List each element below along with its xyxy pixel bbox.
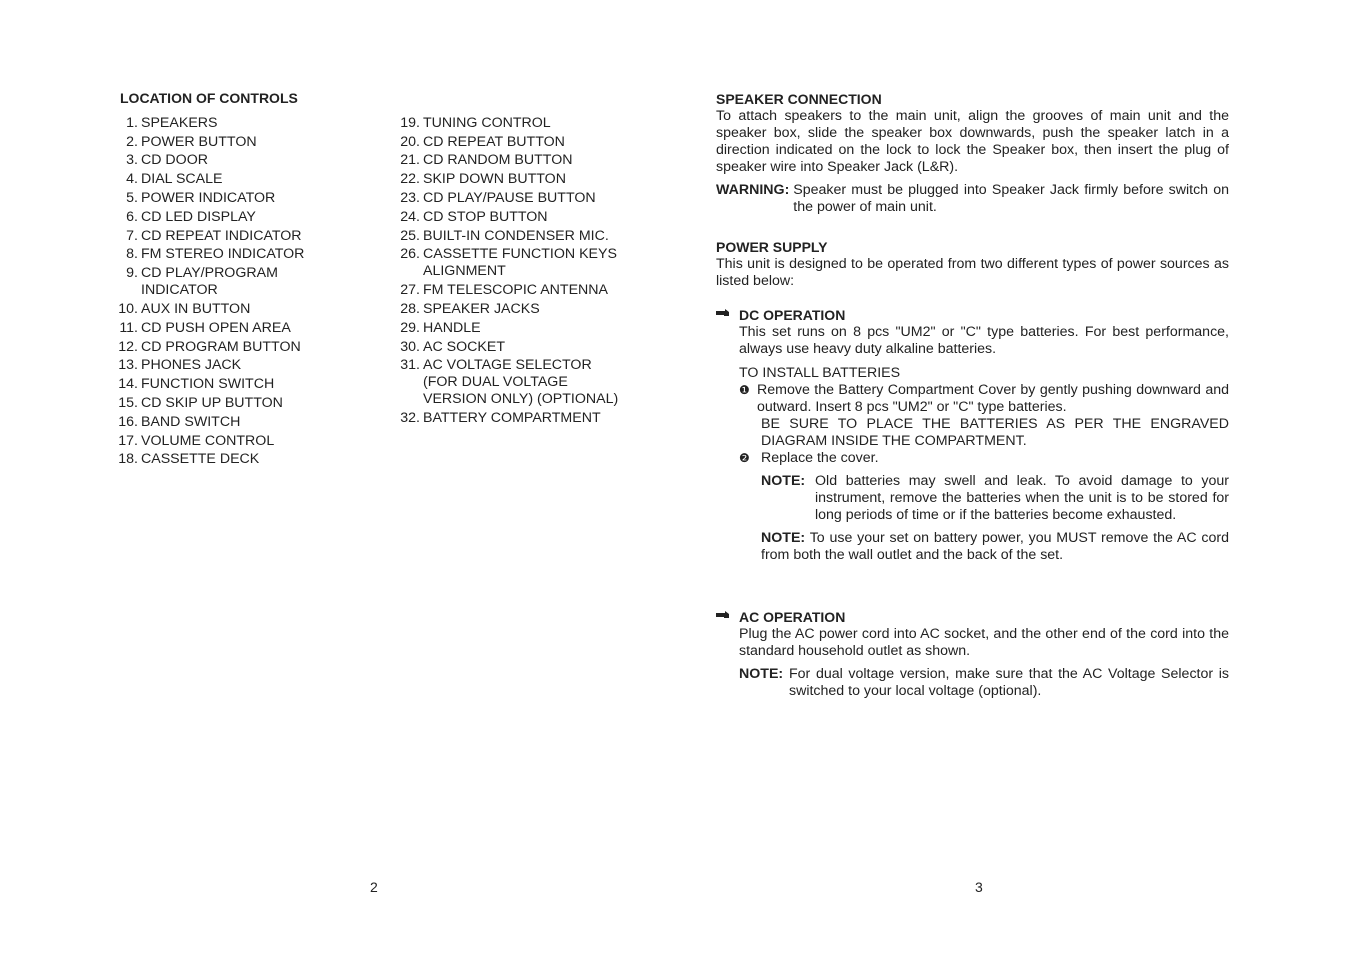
step-1-caps: BE SURE TO PLACE THE BATTERIES AS PER THE ENGRAVED DIAGRAM INSIDE THE COMPARTMENT.	[761, 416, 1229, 449]
dc-pointing-hand-icon	[716, 307, 731, 324]
control-item-number: 2.	[126, 133, 138, 150]
control-item	[118, 134, 358, 151]
control-item-label: CD PLAY/PROGRAM INDICATOR	[141, 265, 278, 299]
control-item-number: 12.	[118, 338, 138, 355]
control-item-number: 11.	[119, 319, 138, 336]
control-item-label: FUNCTION SWITCH	[141, 376, 275, 393]
control-item	[400, 134, 640, 151]
control-item	[118, 115, 358, 132]
control-item-label: DIAL SCALE	[141, 171, 223, 188]
control-item-label: CD PLAY/PAUSE BUTTON	[423, 189, 596, 206]
control-item-label: VOLUME CONTROL	[141, 432, 275, 449]
control-item-label: CASSETTE FUNCTION KEYS ALIGNMENT	[423, 246, 617, 280]
control-item	[400, 209, 640, 226]
dc-operation-heading: DC OPERATION	[739, 307, 846, 323]
control-item-label: CD SKIP UP BUTTON	[141, 394, 283, 411]
control-item-label: CD PUSH OPEN AREA	[141, 319, 291, 336]
control-item-number: 17.	[118, 432, 138, 449]
control-item	[118, 246, 358, 263]
control-item-label: CD REPEAT INDICATOR	[141, 227, 302, 244]
control-item-label: BAND SWITCH	[141, 413, 241, 430]
note-2-label: NOTE:	[761, 530, 806, 546]
control-item	[400, 320, 640, 337]
control-item	[400, 410, 640, 427]
note-1-text: Old batteries may swell and leak. To avoid damage to your instrument, remove the batteries when the unit is to be stored for long periods of time or if the batteries become exhausted.	[815, 473, 1229, 523]
control-item	[118, 357, 358, 374]
step-2-text: Replace the cover.	[761, 450, 879, 466]
control-item-label: BUILT-IN CONDENSER MIC.	[423, 227, 609, 244]
control-item-number: 10.	[118, 300, 138, 317]
power-supply-heading: POWER SUPPLY	[716, 239, 828, 255]
control-item	[400, 115, 640, 132]
control-item-label: CD REPEAT BUTTON	[423, 133, 565, 150]
control-item-label: SPEAKERS	[141, 114, 218, 131]
control-item	[400, 282, 640, 299]
note-1	[761, 473, 1229, 524]
control-item-label: POWER BUTTON	[141, 133, 257, 150]
control-item-label: FM TELESCOPIC ANTENNA	[423, 282, 608, 299]
control-item-label: CD STOP BUTTON	[423, 208, 548, 225]
control-item-number: 25.	[400, 227, 420, 244]
control-item-number: 14.	[118, 376, 138, 393]
control-item	[118, 209, 358, 226]
ac-operation-heading: AC OPERATION	[739, 609, 846, 625]
step-2-marker: ❷	[739, 451, 750, 465]
note-1-label: NOTE:	[761, 473, 806, 489]
control-item-label: CASSETTE DECK	[141, 451, 260, 468]
page-number-right: 3	[975, 879, 983, 895]
control-item-label: TUNING CONTROL	[423, 114, 551, 131]
control-item	[400, 301, 640, 318]
note-3-label: NOTE:	[739, 666, 784, 682]
control-item	[118, 265, 358, 299]
control-item-label: CD RANDOM BUTTON	[423, 152, 573, 169]
control-item-number: 5.	[126, 189, 138, 206]
control-item	[118, 414, 358, 431]
control-item	[118, 433, 358, 450]
note-2	[761, 530, 1229, 564]
control-item-number: 15.	[118, 394, 138, 411]
control-item	[118, 451, 358, 468]
control-item-number: 8.	[126, 246, 138, 263]
step-1	[739, 382, 1229, 416]
control-item-label: SKIP DOWN BUTTON	[423, 171, 566, 188]
control-item-number: 21.	[400, 152, 420, 169]
power-supply-text: This unit is designed to be operated from two different types of power sources as listed below:	[716, 256, 1229, 289]
control-item-label: AUX IN BUTTON	[141, 300, 251, 317]
control-item	[118, 395, 358, 412]
step-1-marker: ❶	[739, 383, 750, 397]
warning-text-content: Speaker must be plugged into Speaker Jack firmly before switch on the power of main unit.	[793, 182, 1229, 215]
control-item-number: 22.	[400, 171, 420, 188]
controls-list-col1	[118, 113, 358, 468]
control-item-number: 7.	[126, 227, 138, 244]
control-item	[400, 246, 640, 280]
control-item-number: 24.	[400, 208, 420, 225]
control-item	[118, 339, 358, 356]
control-item	[118, 171, 358, 188]
control-item-label: SPEAKER JACKS	[423, 300, 540, 317]
control-item-number: 3.	[126, 152, 138, 169]
control-item-label: CD DOOR	[141, 152, 208, 169]
control-item-label: BATTERY COMPARTMENT	[423, 410, 601, 427]
control-item-number: 29.	[400, 319, 420, 336]
control-item	[400, 228, 640, 245]
control-item-label: AC SOCKET	[423, 338, 505, 355]
control-item	[118, 376, 358, 393]
note-3	[739, 666, 1229, 700]
control-item-number: 26.	[400, 246, 420, 263]
control-item-number: 9.	[126, 265, 138, 282]
control-item	[400, 339, 640, 356]
control-item	[400, 152, 640, 169]
control-item-number: 4.	[126, 171, 138, 188]
control-item-number: 19.	[400, 114, 420, 131]
step-1-text: Remove the Battery Compartment Cover by gently pushing downward and outward. Insert 8 pcs "UM2" or "C" type batteries.	[757, 382, 1229, 415]
control-item	[118, 152, 358, 169]
location-of-controls-heading: LOCATION OF CONTROLS	[120, 90, 298, 106]
control-item-label: HANDLE	[423, 319, 481, 336]
control-item-number: 16.	[118, 413, 138, 430]
control-item	[118, 301, 358, 318]
install-batteries-heading: TO INSTALL BATTERIES	[739, 365, 901, 381]
control-item-number: 31.	[400, 357, 420, 374]
control-item	[400, 171, 640, 188]
warning-block	[716, 182, 1229, 216]
speaker-connection-heading: SPEAKER CONNECTION	[716, 91, 882, 107]
control-item-number: 20.	[400, 133, 420, 150]
page-number-left: 2	[370, 879, 378, 895]
control-item	[400, 357, 640, 408]
control-item-label: CD PROGRAM BUTTON	[141, 338, 301, 355]
control-item	[400, 190, 640, 207]
ac-pointing-hand-icon	[716, 609, 731, 626]
control-item-label: POWER INDICATOR	[141, 189, 276, 206]
control-item-number: 30.	[400, 338, 420, 355]
ac-operation-text: Plug the AC power cord into AC socket, and the other end of the cord into the standard household outlet as shown.	[739, 626, 1229, 659]
note-2-text: To use your set on battery power, you MUST remove the AC cord from both the wall outlet and the back of the set.	[761, 530, 1229, 563]
controls-list-col2	[400, 113, 640, 427]
control-item-number: 18.	[118, 451, 138, 468]
control-item-number: 32.	[400, 410, 420, 427]
control-item-number: 23.	[400, 189, 420, 206]
control-item-label: PHONES JACK	[141, 357, 242, 374]
step-2	[739, 450, 1229, 467]
control-item-label: CD LED DISPLAY	[141, 208, 256, 225]
control-item-number: 28.	[400, 300, 420, 317]
control-item-label: FM STEREO INDICATOR	[141, 246, 305, 263]
control-item-number: 13.	[118, 357, 138, 374]
control-item-label: AC VOLTAGE SELECTOR (FOR DUAL VOLTAGE VERSION ONLY) (OPTIONAL)	[423, 357, 619, 408]
warning-label: WARNING:	[716, 182, 790, 198]
note-3-text: For dual voltage version, make sure that the AC Voltage Selector is switched to your local voltage (optional).	[789, 666, 1229, 699]
warning-text	[793, 182, 1229, 216]
control-item-number: 6.	[126, 208, 138, 225]
dc-operation-text: This set runs on 8 pcs "UM2" or "C" type batteries. For best performance, always use heavy duty alkaline batteries.	[739, 324, 1229, 357]
control-item-number: 1.	[126, 114, 138, 131]
control-item	[118, 190, 358, 207]
control-item	[118, 320, 358, 337]
speaker-connection-text: To attach speakers to the main unit, align the grooves of main unit and the speaker box, slide the speaker box downwards, push the speaker latch in a direction indicated on the lock to lock the Speaker box, then insert the plug of speaker wire into Speaker Jack (L&R).	[716, 108, 1229, 175]
control-item-number: 27.	[400, 282, 420, 299]
control-item	[118, 228, 358, 245]
